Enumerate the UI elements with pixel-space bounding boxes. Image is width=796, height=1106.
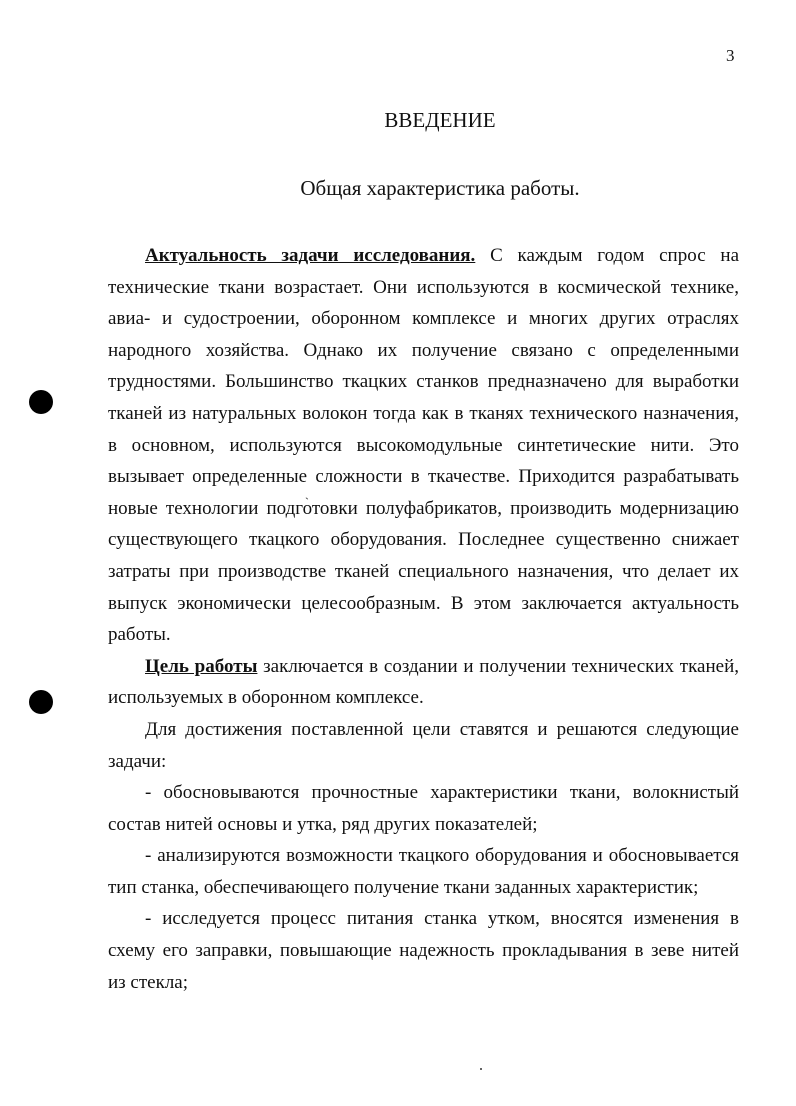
task-item-3: - исследуется процесс питания станка утком, вносятся изменения в схему его заправки, повышающие надежность прокладывания в зеве нитей из стекла; [108,908,739,993]
paragraph-relevance-text: С каждым годом спрос на технические ткани возрастает. Они используются в космической технике, авиа- и судостроении, оборонном комплексе и многих других отраслях народного хозяйства. Однако их получение связано с определенными трудностями. Большинство ткацких станков предназначено для выработки тканей из натуральных волокон тогда как в тканях технического назначения, в основном, используются высокомодульные синтетические нити. Это вызывает определенные сложности в ткачестве. Приходится разрабатывать новые технологии подготовки полуфабрикатов, производить модернизацию существующего ткацкого оборудования. Последнее существенно снижает затраты при производстве тканей специального назначения, что делает их выпуск экономически целесообразным. В этом заключается актуальность работы. [108,245,740,646]
section-subtitle: Общая характеристика работы. [300,176,580,200]
paragraph-tasks-intro: Для достижения поставленной цели ставятся и решаются следующие задачи: [108,718,739,772]
task-item-1: - обосновываются прочностные характеристики ткани, волокнистый состав нитей основы и утка, ряд других показателей; [108,782,739,835]
heading-goal: Цель работы [145,655,258,677]
task-item-2: - анализируются возможности ткацкого оборудования и обосновывается тип станка, обеспечивающего получение ткани заданных характеристик; [108,845,739,898]
body-text [108,240,739,998]
binder-hole-top [29,390,53,414]
scan-mark: ˎ [305,486,309,500]
scan-speck [480,1068,482,1070]
paragraph-relevance [108,240,739,651]
paragraph-goal [108,651,739,714]
binder-hole-bottom [29,690,53,714]
heading-relevance: Актуальность задачи исследования. [145,245,476,266]
paragraph-goal-text: заключается в создании и получении технических тканей, используемых в оборонном комплексе. [108,655,740,709]
page-number: 3 [726,46,735,65]
page-title: ВВЕДЕНИЕ [384,108,496,132]
